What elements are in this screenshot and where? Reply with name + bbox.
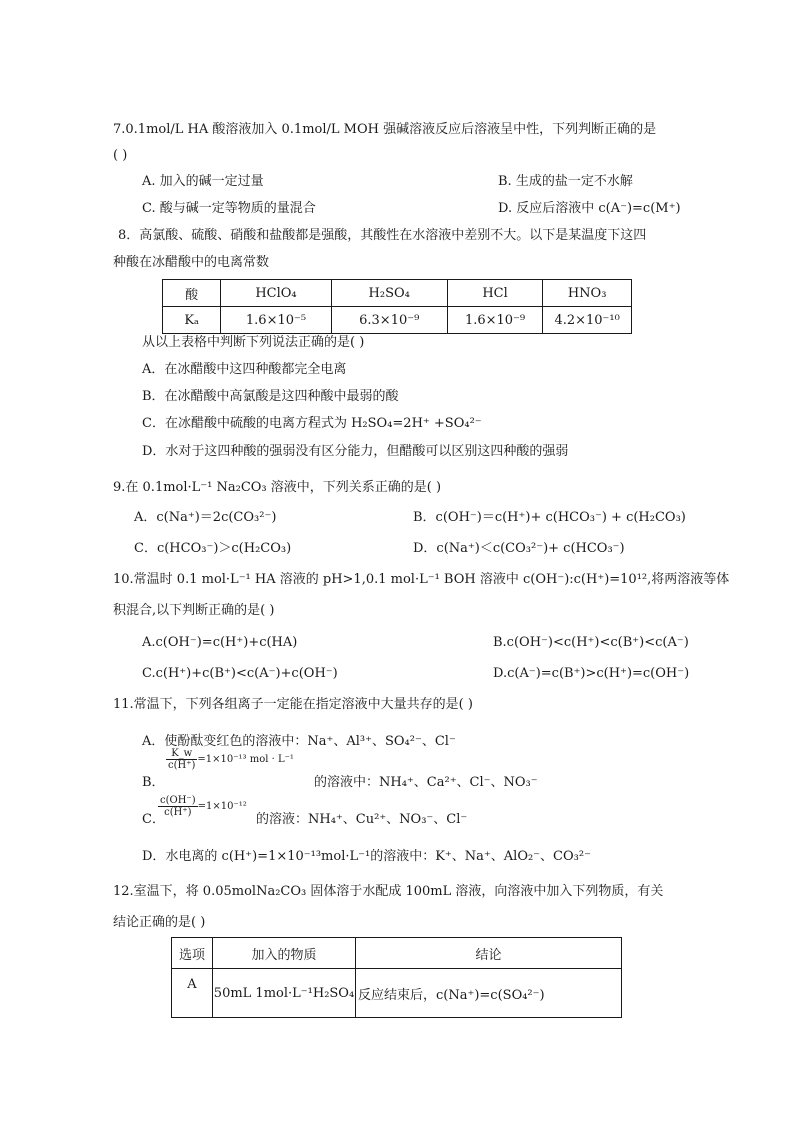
table-header-cell: H₂SO₄: [331, 280, 447, 307]
table-row: [172, 938, 622, 969]
q10-stem-line1: 10.常温时 0.1 mol·L⁻¹ HA 溶液的 pH>1,0.1 mol·L⁻¹ BOH 溶液中 c(OH⁻):c(H⁺)=10¹²,将两溶液等体: [113, 572, 730, 587]
q8-option-c: C．在冰醋酸中硫酸的电离方程式为 H₂SO₄=2H⁺ +SO₄²⁻: [142, 416, 482, 431]
q8-option-d: D．水对于这四种酸的强弱没有区分能力，但醋酸可以区别这四种酸的强弱: [142, 444, 569, 459]
q7-option-c: C. 酸与碱一定等物质的量混合: [142, 201, 316, 216]
q11-option-c-formula: $\frac{c(OH^-)}{c(H^+)}$ =1×10⁻¹²: [160, 795, 247, 818]
q7-answer-paren: ( ): [113, 148, 128, 163]
q9-option-d: D．c(Na⁺)＜c(CO₃²⁻)+ c(HCO₃⁻): [413, 541, 625, 556]
table-cell: 反应结束后，c(Na⁺)=c(SO₄²⁻): [356, 969, 622, 1018]
q10-option-b: B.c(OH⁻)<c(H⁺)<c(B⁺)<c(A⁻): [493, 635, 689, 650]
q7-option-b: B. 生成的盐一定不水解: [498, 174, 633, 189]
table-header-cell: 加入的物质: [213, 938, 356, 969]
q8-option-a: A．在冰醋酸中这四种酸都完全电离: [142, 362, 347, 377]
q10-option-c: C.c(H⁺)+c(B⁺)<c(A⁻)+c(OH⁻): [142, 666, 338, 681]
q8-prompt: 从以上表格中判断下列说法正确的是( ): [142, 335, 365, 350]
q11-option-b-label: B．: [142, 775, 165, 790]
q12-stem-line1: 12.室温下，将 0.05molNa₂CO₃ 固体溶于水配成 100mL 溶液，向溶液中加入下列物质，有关: [113, 884, 664, 899]
table-cell: 50mL 1mol·L⁻¹H₂SO₄: [213, 969, 356, 1018]
q9-option-a: A．c(Na⁺)＝2c(CO₃²⁻): [134, 510, 277, 525]
oh-h-fraction: $\frac{c(OH^-)}{c(H^+)}$: [160, 795, 196, 818]
q10-option-a: A.c(OH⁻)=c(H⁺)+c(HA): [142, 635, 298, 650]
q9-stem: 9.在 0.1mol·L⁻¹ Na₂CO₃ 溶液中，下列关系正确的是( ): [113, 480, 442, 495]
q7-option-d: D. 反应后溶液中 c(A⁻)=c(M⁺): [498, 201, 681, 216]
q7-stem: 7.0.1mol/L HA 酸溶液加入 0.1mol/L MOH 强碱溶液反应后溶液呈中性，下列判断正确的是: [113, 122, 657, 137]
table-cell: 4.2×10⁻¹⁰: [543, 307, 632, 334]
table-row-label: Kₐ: [163, 307, 221, 334]
table-header-cell: HCl: [447, 280, 542, 307]
table-header-cell: 结论: [356, 938, 622, 969]
q8-option-b: B．在冰醋酸中高氯酸是这四种酸中最弱的酸: [142, 389, 399, 404]
table-cell: 1.6×10⁻⁵: [221, 307, 331, 334]
table-cell: 1.6×10⁻⁹: [447, 307, 542, 334]
table-header-cell: 选项: [172, 938, 213, 969]
q8-stem-line2: 种酸在冰醋酸中的电离常数: [113, 255, 270, 270]
q9-option-b: B．c(OH⁻)＝c(H⁺)+ c(HCO₃⁻) + c(H₂CO₃): [413, 510, 686, 525]
q11-option-c-text: 的溶液：NH₄⁺、Cu²⁺、NO₃⁻、Cl⁻: [256, 812, 468, 827]
kw-fraction: $\frac{K\_w}{c(H^+)}$: [168, 748, 196, 771]
table-cell: 6.3×10⁻⁹: [331, 307, 447, 334]
q12-options-table: [171, 937, 622, 1018]
q8-stem-line1: 8．高氯酸、硫酸、硝酸和盐酸都是强酸，其酸性在水溶液中差别不大。以下是某温度下这四: [118, 228, 647, 243]
table-row: [163, 307, 632, 334]
q11-option-d: D．水电离的 c(H⁺)=1×10⁻¹³mol·L⁻¹的溶液中：K⁺、Na⁺、AlO₂⁻、CO₃²⁻: [142, 849, 591, 864]
table-row: [172, 969, 622, 1018]
q10-option-d: D.c(A⁻)=c(B⁺)>c(H⁺)=c(OH⁻): [493, 666, 690, 681]
q11-option-a: A．使酚酞变红色的溶液中：Na⁺、Al³⁺、SO₄²⁻、Cl⁻: [142, 734, 456, 749]
q11-option-b-text: 的溶液中：NH₄⁺、Ca²⁺、Cl⁻、NO₃⁻: [314, 775, 538, 790]
table-row: [163, 280, 632, 307]
table-header-cell: HNO₃: [543, 280, 632, 307]
table-cell: A: [172, 969, 213, 1018]
q9-option-c: C．c(HCO₃⁻)＞c(H₂CO₃): [134, 541, 292, 556]
q8-ionization-table: [162, 279, 632, 334]
q11-option-c-label: C．: [142, 812, 165, 827]
table-header-cell: 酸: [163, 280, 221, 307]
q11-stem: 11.常温下，下列各组离子一定能在指定溶液中大量共存的是( ): [113, 697, 473, 712]
q11-option-b-formula: $\frac{K\_w}{c(H^+)}$ =1×10⁻¹³ mol · L⁻¹: [168, 748, 294, 771]
q10-stem-line2: 积混合,以下判断正确的是( ): [113, 603, 275, 618]
q7-option-a: A. 加入的碱一定过量: [142, 174, 264, 189]
q12-stem-line2: 结论正确的是( ): [113, 915, 206, 930]
table-header-cell: HClO₄: [221, 280, 331, 307]
